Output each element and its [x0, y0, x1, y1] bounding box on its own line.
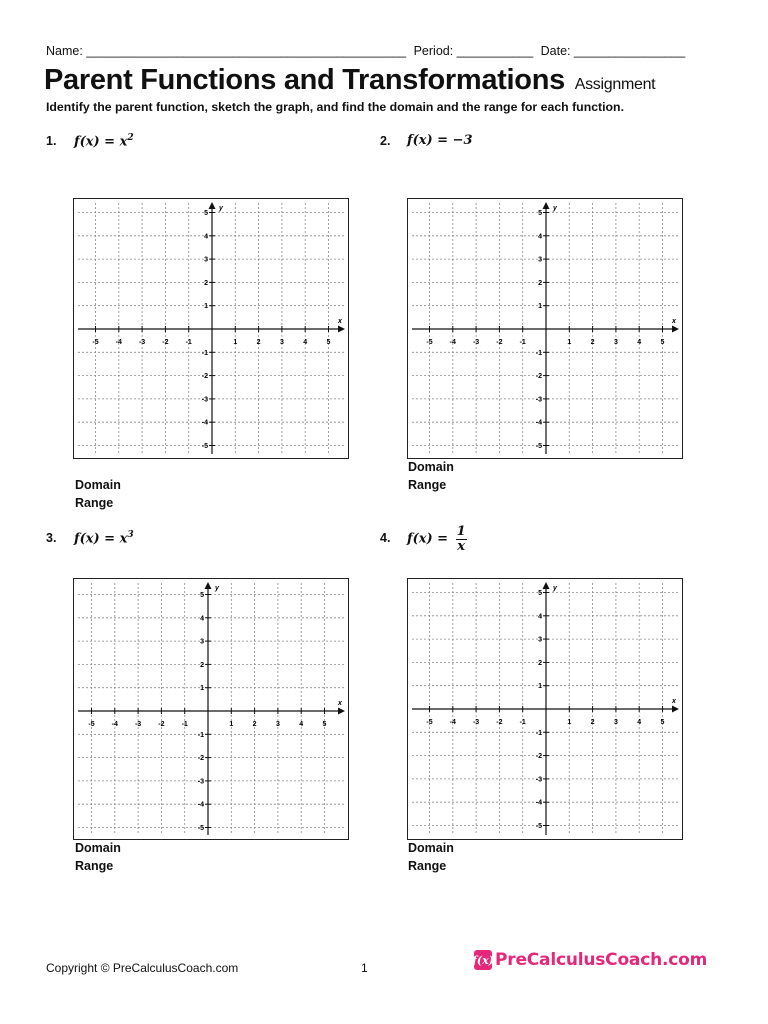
x-tick-label: 1: [567, 339, 572, 346]
problem-4-denominator: x: [457, 538, 466, 554]
x-axis-arrow-icon: [672, 706, 679, 713]
problem-2-graph[interactable]: [407, 198, 683, 459]
y-tick-label: -3: [201, 396, 208, 404]
problem-2-number: 2.: [380, 134, 391, 148]
x-tick-label: 4: [637, 719, 642, 726]
problem-4-function: f(x) = $\frac{1}{x}$: [407, 524, 466, 554]
x-tick-label: -4: [449, 719, 456, 726]
problem-3-range-label: Range: [75, 859, 114, 873]
y-tick-label: -1: [535, 729, 542, 737]
y-tick-label: 4: [200, 615, 204, 623]
x-tick-label: 2: [590, 719, 595, 726]
problem-4-range-label: Range: [408, 859, 447, 873]
y-tick-label: 4: [538, 233, 542, 241]
x-tick-label: -5: [426, 719, 433, 726]
y-tick-label: -2: [535, 373, 542, 381]
problem-1-domain-label: Domain: [75, 478, 121, 492]
x-tick-label: 1: [233, 339, 238, 346]
y-tick-label: 4: [538, 613, 542, 621]
y-tick-label: 5: [204, 210, 208, 217]
y-axis-label: y: [553, 205, 557, 212]
x-tick-label: -2: [162, 339, 169, 346]
x-axis-label: x: [338, 318, 342, 325]
problem-3-answers: [75, 839, 121, 875]
x-axis-arrow-icon: [338, 326, 345, 333]
y-tick-label: -1: [201, 349, 208, 357]
problem-2-answers: [408, 458, 454, 494]
problem-1-answers: [75, 476, 121, 512]
x-tick-label: 2: [252, 721, 257, 728]
y-tick-label: 4: [204, 233, 208, 241]
page-title: [44, 64, 655, 97]
y-tick-label: -2: [201, 373, 208, 381]
x-tick-label: -1: [185, 339, 192, 346]
header-fields: [46, 44, 685, 58]
problem-2-range-label: Range: [408, 478, 447, 492]
x-tick-label: -1: [519, 719, 526, 726]
y-tick-label: 5: [200, 592, 204, 599]
problem-3-graph[interactable]: [73, 578, 349, 840]
x-tick-label: 3: [613, 719, 618, 726]
problem-4-answers: [408, 839, 454, 875]
x-tick-label: 4: [637, 339, 642, 346]
x-tick-label: -3: [472, 339, 480, 346]
date-label: Date:: [540, 44, 571, 58]
y-tick-label: -5: [197, 825, 204, 832]
x-tick-label: 1: [567, 719, 572, 726]
y-axis-label: y: [219, 205, 223, 212]
page-number: 1: [361, 961, 368, 975]
x-tick-label: 3: [613, 339, 618, 346]
x-tick-label: 2: [590, 339, 595, 346]
y-tick-label: -3: [197, 778, 204, 786]
problem-2-domain-label: Domain: [408, 460, 454, 474]
y-tick-label: 1: [204, 303, 208, 311]
y-tick-label: -4: [197, 801, 204, 809]
coordinate-grid: [74, 579, 348, 839]
copyright-text: Copyright © PreCalculusCoach.com: [46, 961, 239, 975]
x-tick-label: -2: [496, 339, 503, 346]
problem-4-graph[interactable]: [407, 578, 683, 840]
period-label: Period:: [413, 44, 454, 58]
y-axis-arrow-icon: [209, 202, 216, 209]
x-tick-label: -4: [111, 721, 118, 728]
x-tick-label: 5: [660, 719, 665, 726]
x-tick-label: 5: [326, 339, 331, 346]
x-tick-label: -2: [158, 721, 165, 728]
y-tick-label: 2: [200, 661, 204, 669]
problem-1-number: 1.: [46, 134, 57, 148]
y-tick-label: -1: [197, 731, 204, 739]
problem-3-function: $f(x) = x^3$: [74, 530, 134, 547]
y-tick-label: 2: [538, 279, 542, 287]
x-tick-label: -1: [519, 339, 526, 346]
instructions: Identify the parent function, sketch the graph, and find the domain and the range for each function.: [46, 100, 624, 114]
x-tick-label: 5: [322, 721, 327, 728]
y-tick-label: 3: [538, 636, 542, 644]
name-blank[interactable]: ______________________________________________: [86, 44, 407, 58]
coordinate-grid: [408, 199, 682, 458]
y-tick-label: -4: [535, 799, 542, 807]
x-axis-arrow-icon: [672, 326, 679, 333]
y-tick-label: 3: [538, 256, 542, 264]
x-axis-label: x: [672, 318, 676, 325]
title-suffix: Assignment: [574, 76, 656, 93]
problem-4-fraction: [456, 525, 467, 553]
problem-1-function: $f(x) = x^2$: [74, 133, 134, 150]
x-tick-label: -5: [92, 339, 99, 346]
x-tick-label: -5: [88, 721, 95, 728]
x-tick-label: 4: [299, 721, 304, 728]
function-logo-icon: f(x): [474, 950, 492, 970]
x-axis-arrow-icon: [338, 708, 345, 715]
x-tick-label: 3: [275, 721, 280, 728]
x-axis-label: x: [672, 698, 676, 705]
x-tick-label: -3: [138, 339, 146, 346]
x-tick-label: 4: [303, 339, 308, 346]
y-tick-label: -1: [535, 349, 542, 357]
coordinate-grid: [74, 199, 348, 458]
x-tick-label: -3: [134, 721, 142, 728]
problem-1-graph[interactable]: [73, 198, 349, 459]
y-tick-label: 1: [538, 303, 542, 311]
x-tick-label: -1: [181, 721, 188, 728]
y-tick-label: -5: [535, 443, 542, 450]
y-tick-label: -3: [535, 396, 542, 404]
problem-4-number: 4.: [380, 531, 391, 545]
y-tick-label: 5: [538, 590, 542, 597]
y-tick-label: 1: [538, 683, 542, 691]
problem-3-domain-label: Domain: [75, 841, 121, 855]
y-tick-label: -2: [197, 755, 204, 763]
y-tick-label: -4: [201, 419, 208, 427]
brand-name: PreCalculusCoach.com: [495, 950, 708, 970]
y-axis-arrow-icon: [543, 582, 550, 589]
y-tick-label: -2: [535, 753, 542, 761]
problem-3-exponent: 3: [127, 530, 134, 540]
problem-2-function: f(x) = −3: [407, 133, 473, 148]
y-tick-label: 2: [538, 659, 542, 667]
x-tick-label: -5: [426, 339, 433, 346]
coordinate-grid: [408, 579, 682, 839]
x-tick-label: -2: [496, 719, 503, 726]
y-tick-label: 5: [538, 210, 542, 217]
x-tick-label: -4: [115, 339, 122, 346]
brand-logo[interactable]: [474, 950, 707, 970]
x-tick-label: 5: [660, 339, 665, 346]
y-tick-label: -3: [535, 776, 542, 784]
x-axis-label: x: [338, 700, 342, 707]
x-tick-label: 3: [279, 339, 284, 346]
y-tick-label: 3: [200, 638, 204, 646]
x-tick-label: 2: [256, 339, 261, 346]
y-tick-label: -5: [201, 443, 208, 450]
period-blank[interactable]: ___________: [456, 44, 534, 58]
y-axis-label: y: [553, 585, 557, 592]
y-axis-label: y: [215, 585, 219, 592]
y-tick-label: 2: [204, 279, 208, 287]
y-tick-label: 3: [204, 256, 208, 264]
x-tick-label: -3: [472, 719, 480, 726]
x-tick-label: 1: [229, 721, 234, 728]
problem-1-exponent: 2: [127, 133, 134, 143]
y-axis-arrow-icon: [205, 582, 212, 589]
date-blank[interactable]: ________________: [574, 44, 686, 58]
name-label: Name:: [46, 44, 83, 58]
y-axis-arrow-icon: [543, 202, 550, 209]
problem-3-number: 3.: [46, 531, 57, 545]
y-tick-label: 1: [200, 685, 204, 693]
problem-1-range-label: Range: [75, 496, 114, 510]
x-tick-label: -4: [449, 339, 456, 346]
y-tick-label: -4: [535, 419, 542, 427]
title-main: Parent Functions and Transformations: [44, 64, 565, 96]
y-tick-label: -5: [535, 823, 542, 830]
problem-4-numerator: 1: [456, 524, 466, 539]
problem-4-domain-label: Domain: [408, 841, 454, 855]
